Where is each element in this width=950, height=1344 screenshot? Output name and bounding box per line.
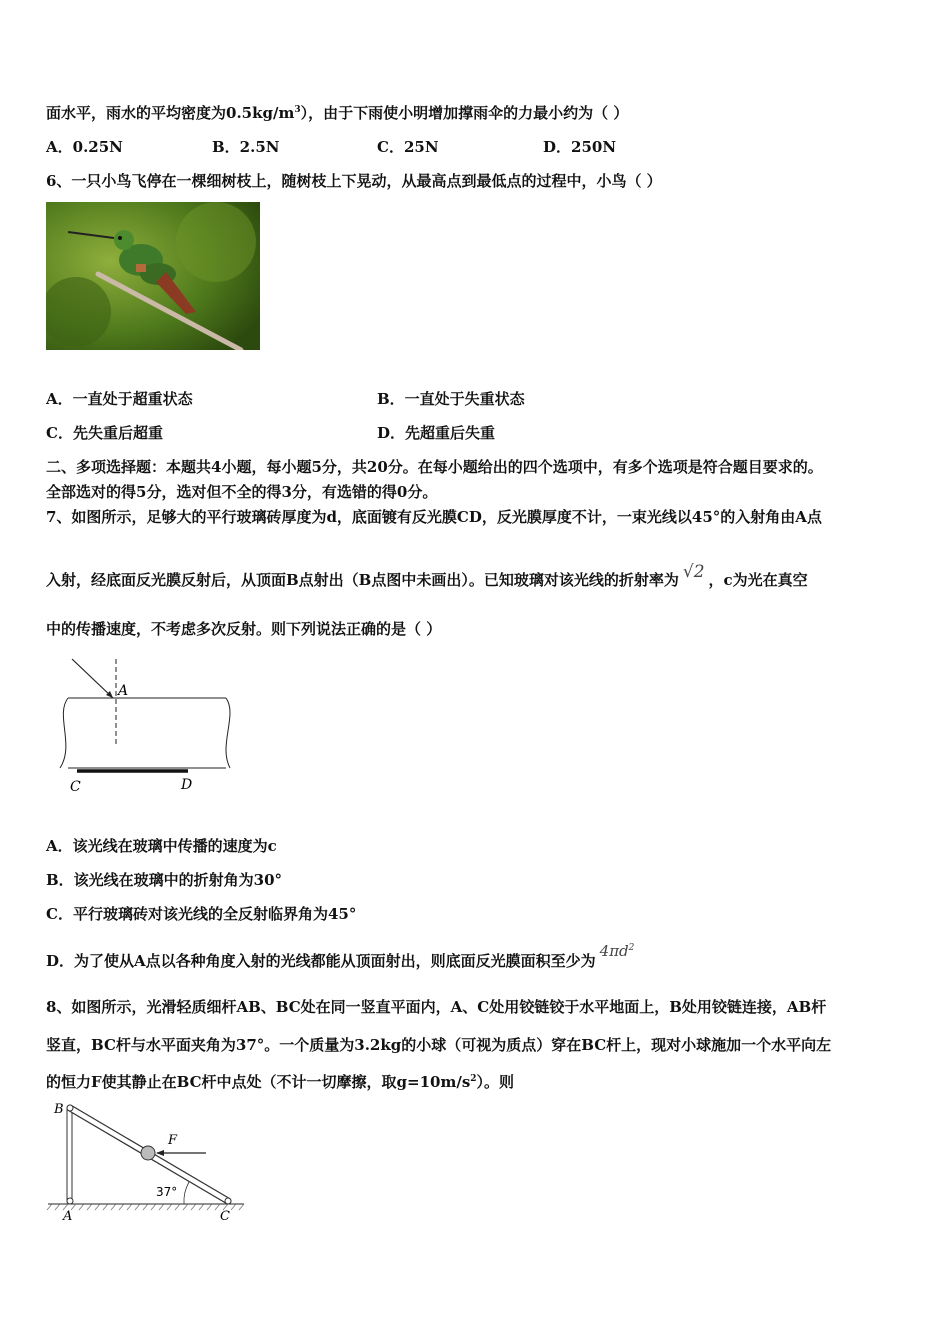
q7-option-d[interactable]: D．为了使从A点以各种角度入射的光线都能从顶面射出，则底面反光膜面积至少为$4\pi d^2$ [46,942,635,970]
label-b: B [54,1102,64,1117]
area-formula: $4\pi d^2$ [599,942,635,960]
q6-option-b[interactable]: B．一直处于失重状态 [377,390,525,408]
section2-scoring: 全部选对的得5分，选对但不全的得3分，有选错的得0分。 [46,483,438,501]
q6-option-d[interactable]: D．先超重后失重 [377,424,496,442]
bird-photo [46,202,260,350]
label-f: F [168,1133,178,1148]
q8-text-3: 的恒力F使其静止在BC杆中点处（不计一切摩擦，取$g=10m/s^2$）。则 [46,1073,515,1091]
q6-text: 6、一只小鸟飞停在一棵细树枝上，随树枝上下晃动，从最高点到最低点的过程中，小鸟（ ） [46,172,662,190]
q7-text-1: 7、如图所示，足够大的平行玻璃砖厚度为d，底面镀有反光膜CD，反光膜厚度不计，一束光线以45°的入射角由A点 [46,508,822,526]
q7-option-c[interactable]: C．平行玻璃砖对该光线的全反射临界角为45° [46,905,357,923]
sqrt2: √2 [682,562,705,582]
q5-option-b[interactable]: B．2.5N [212,138,280,156]
angle-label: 37° [156,1185,178,1199]
q5-option-a[interactable]: A．0.25N [46,138,123,156]
figure-rod-system [44,1098,254,1223]
q7-text-3: 中的传播速度，不考虑多次反射。则下列说法正确的是（ ） [46,620,442,638]
q5-option-d[interactable]: D．250N [543,138,617,156]
q7-option-b[interactable]: B．该光线在玻璃中的折射角为30° [46,871,283,889]
q7-option-a[interactable]: A．该光线在玻璃中传播的速度为c [46,837,277,855]
q6-option-c[interactable]: C．先失重后超重 [46,424,163,442]
q5-option-c[interactable]: C．25N [377,138,439,156]
q6-option-a[interactable]: A．一直处于超重状态 [46,390,193,408]
q5-text: 面水平，雨水的平均密度为$0.5kg/m^3$），由于下雨使小明增加撑雨伞的力最小约为（ ） [46,104,629,122]
q8-text-1: 8、如图所示，光滑轻质细杆AB、BC处在同一竖直平面内，A、C处用铰链铰于水平地面上，B处用铰链连接，AB杆 [46,998,827,1016]
figure-glass-slab [50,655,240,795]
q7-text-2: 入射，经底面反光膜反射后，从顶面B点射出（B点图中未画出）。已知玻璃对该光线的折射率为 √2 ，c为光在真空 [46,562,808,589]
section2-heading: 二、多项选择题：本题共4小题，每小题5分，共20分。在每小题给出的四个选项中，有多个选项是符合题目要求的。 [46,458,823,476]
q8-text-2: 竖直，BC杆与水平面夹角为37°。一个质量为3.2kg的小球（可视为质点）穿在BC杆上，现对小球施加一个水平向左 [46,1036,832,1054]
label-a: A [63,1209,73,1223]
label-a: A [118,683,129,699]
label-d: D [181,777,193,793]
label-c: C [220,1209,230,1223]
label-c: C [70,779,81,795]
